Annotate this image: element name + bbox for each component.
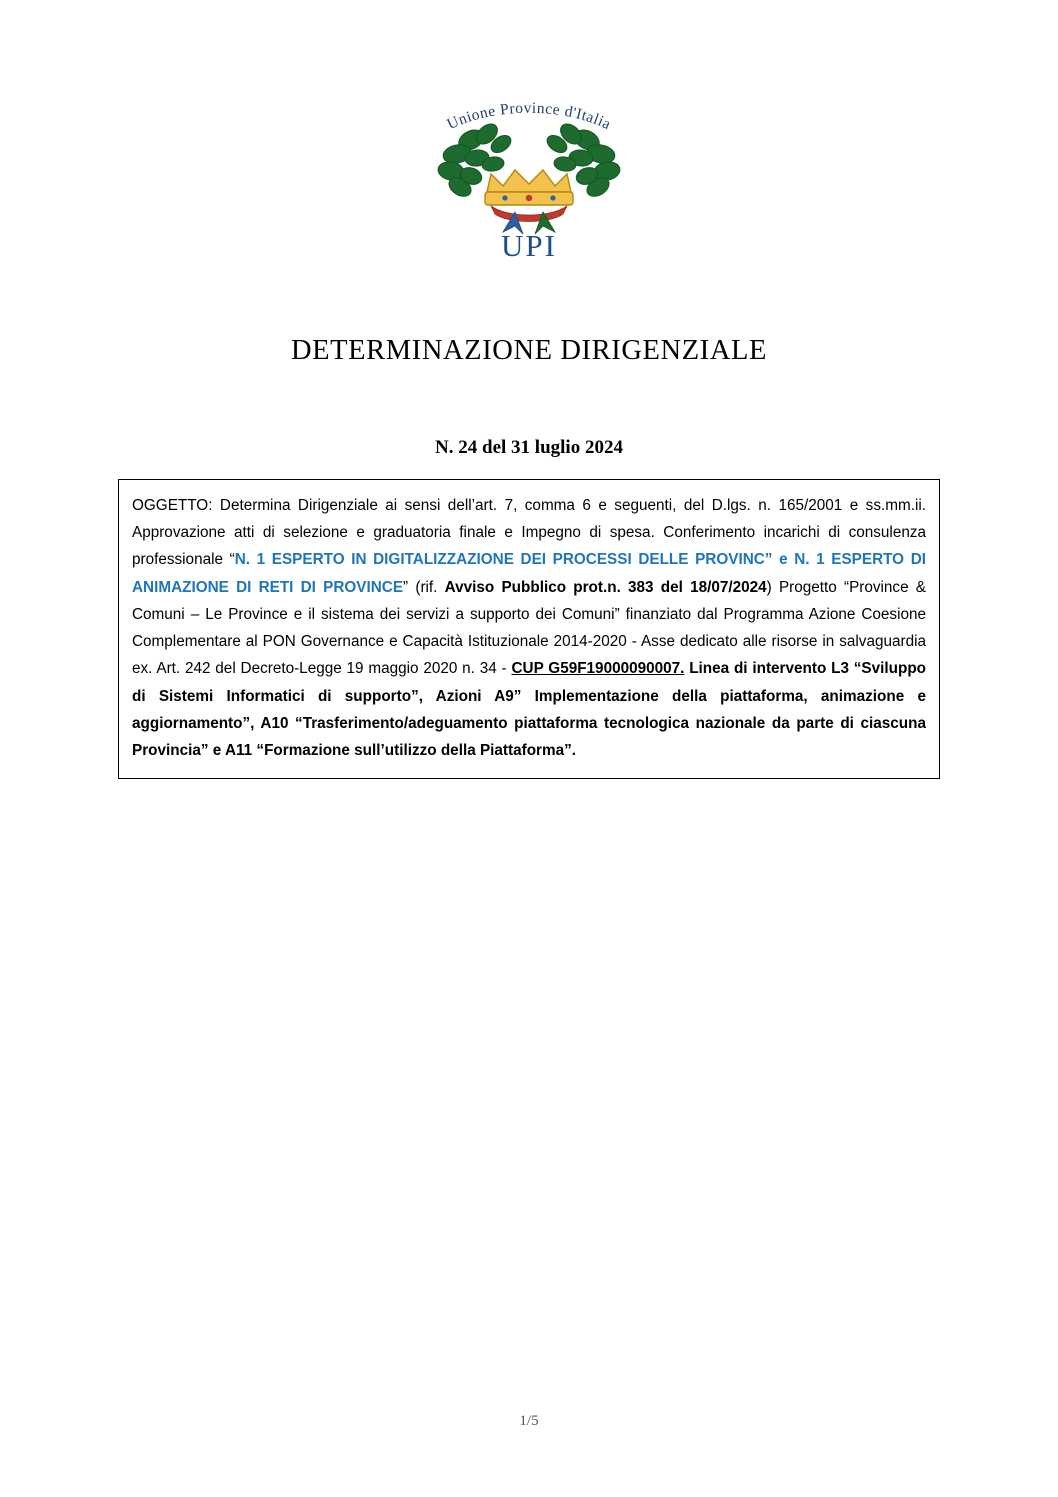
oggetto-cup-code: CUP G59F19000090007. (511, 660, 685, 678)
oggetto-part-3: ) Progetto “Province & Comuni – Le Province e il sistema dei servizi a supporto dei Comuni” finanziato dal Programma Azione Coesione Complementare al PON Governance e Capacità Istituzionale 2014-2020 - Asse dedicato alle risorse in salvaguardia ex. Art. 242 del Decreto-Legge 19 maggio 2020 n. 34 - (132, 578, 926, 678)
page-title: DETERMINAZIONE DIRIGENZIALE (290, 335, 768, 366)
logo-acronym: UPI (501, 228, 557, 263)
logo-arc-label: Unione Province d'Italia (444, 99, 614, 134)
oggetto-box (118, 479, 940, 779)
upi-oak-laurel-crown-emblem (429, 114, 629, 234)
oggetto-linea-intervento: Linea di intervento L3 “Sviluppo di Sistemi Informatici di supporto”, Azioni A9” Implementazione della piattaforma, animazione e aggiornamento”, A10 “Trasferimento/adeguamento piattaforma tecnologica nazionale da parte di ciascuna Provincia” e A11 “Formazione sull’utilizzo della Piattaforma”. (132, 660, 927, 759)
oggetto-paragraph (132, 492, 926, 764)
document-logo (0, 86, 1058, 291)
upi-logo-wrap (414, 86, 644, 286)
oggetto-avviso-reference: Avviso Pubblico prot.n. 383 del 18/07/2024 (444, 578, 767, 596)
oggetto-highlight-roles: N. 1 ESPERTO IN DIGITALIZZAZIONE DEI PROCESSI DELLE PROVINC” e N. 1 ESPERTO DI ANIMAZIONE DI RETI DI PROVINCE (132, 551, 926, 596)
page-footer: 1/5 (519, 1413, 539, 1429)
oggetto-part-1: OGGETTO: Determina Dirigenziale ai sensi dell’art. 7, comma 6 e seguenti, del D.lgs. n. 165/2001 e ss.mm.ii. Approvazione atti di selezione e graduatoria finale e Impegno di spesa. Conferimento incarichi di consulenza professionale “ (132, 497, 926, 569)
document-number: N. 24 del 31 luglio 2024 (435, 437, 623, 458)
oggetto-part-2: ” (rif. (403, 578, 445, 596)
